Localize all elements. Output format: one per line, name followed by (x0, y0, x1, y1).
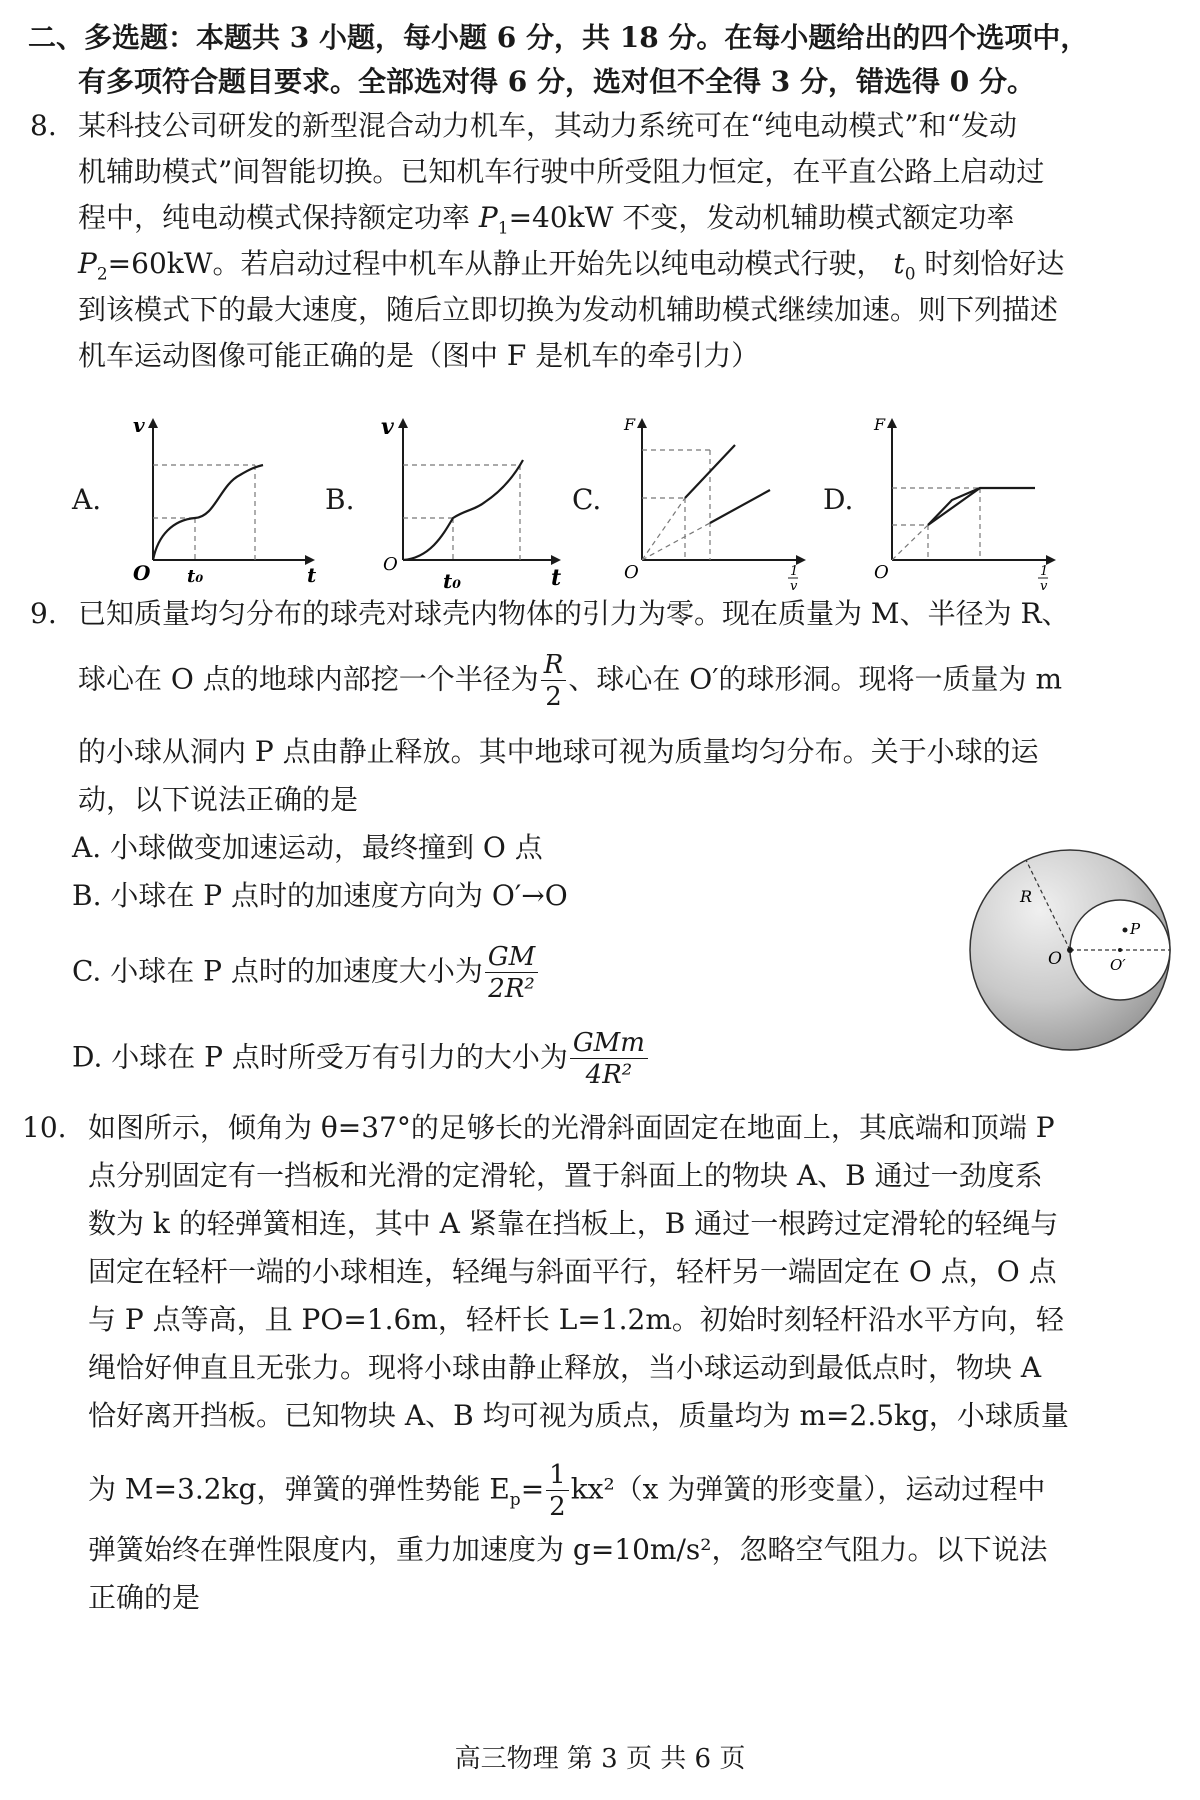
q8-graph-b-origin: O (383, 554, 398, 575)
q8-graph-d-origin: O (874, 562, 889, 583)
q8-graph-c-ylabel: F (624, 415, 636, 434)
svg-text:v: v (1040, 579, 1048, 594)
q8-option-b-label: B. (325, 483, 355, 516)
q10-line5: 与 P 点等高，且 PO=1.6m，轻杆长 L=1.2m。初始时刻轻杆沿水平方向，轻 (88, 1303, 1064, 1336)
q9-fig-o: O (1048, 949, 1062, 969)
q8-graph-b-tick: t₀ (443, 569, 461, 593)
q10-line2: 点分别固定有一挡板和光滑的定滑轮，置于斜面上的物块 A、B 通过一劲度系 (88, 1159, 1043, 1192)
q8-line5: 到该模式下的最大速度，随后立即切换为发动机辅助模式继续加速。则下列描述 (78, 293, 1059, 326)
q8-line2: 机辅助模式”间智能切换。已知机车行驶中所受阻力恒定，在平直公路上启动过 (78, 155, 1045, 188)
q9-line2: 球心在 O 点的地球内部挖一个半径为 $\frac{R}{2}$ 、球心在 O′的球形洞。现将一质量为 m (78, 650, 1063, 712)
q8-line3: 程中，纯电动模式保持额定功率 $P_1=40kW$ 不变，发动机辅助模式额定功率 (78, 201, 1015, 239)
section-header-line2: 有多项符合题目要求。全部选对得 6 分，选对但不全得 3 分，错选得 0 分。 (78, 65, 1035, 98)
q10-line4: 固定在轻杆一端的小球相连，轻绳与斜面平行，轻杆另一端固定在 O 点，O 点 (88, 1255, 1057, 1288)
q10-line1: 如图所示，倾角为 θ=37°的足够长的光滑斜面固定在地面上，其底端和顶端 P (88, 1111, 1055, 1144)
q10-line9: 弹簧始终在弹性限度内，重力加速度为 g=10m/s²，忽略空气阻力。以下说法 (88, 1533, 1048, 1566)
q8-line6: 机车运动图像可能正确的是（图中 F 是机车的牵引力） (78, 339, 760, 372)
q10-line3: 数为 k 的轻弹簧相连，其中 A 紧靠在挡板上，B 通过一根跨过定滑轮的轻绳与 (88, 1207, 1059, 1240)
q9-option-b: B. 小球在 P 点时的加速度方向为 O′→O (72, 879, 568, 912)
q9-number: 9. (30, 597, 57, 630)
svg-text:1: 1 (1040, 564, 1049, 579)
q9-line4: 动，以下说法正确的是 (78, 783, 359, 816)
q8-option-c-label: C. (572, 483, 602, 516)
q8-graph-a-xlabel: t (307, 563, 317, 587)
q10-line10: 正确的是 (88, 1581, 201, 1614)
q9-fig-o-prime: O′ (1110, 956, 1126, 974)
q9-earth-figure (960, 840, 1180, 1060)
section-header-line1: 二、多选题：本题共 3 小题，每小题 6 分，共 18 分。在每小题给出的四个选项中， (28, 21, 1089, 54)
q10-number: 10. (22, 1111, 67, 1144)
q9-line1: 已知质量均匀分布的球壳对球壳内物体的引力为零。现在质量为 M、半径为 R、 (78, 597, 1070, 630)
q9-line3: 的小球从洞内 P 点由静止释放。其中地球可视为质量均匀分布。关于小球的运 (78, 735, 1039, 768)
q8-graph-b-xlabel: t (551, 565, 562, 591)
q9-option-c: C. 小球在 P 点时的加速度大小为 $\frac{GM}{\text{2R²}}$ (72, 944, 540, 1002)
q8-graph-a-ylabel: v (133, 413, 145, 437)
q8-graph-d (870, 410, 1080, 594)
q8-option-d-label: D. (823, 483, 854, 516)
q8-graph-b-ylabel: v (381, 414, 394, 440)
svg-text:1: 1 (790, 564, 799, 579)
q8-graph-a-origin: O (133, 561, 151, 585)
q9-fig-r: R (1020, 887, 1033, 906)
q9-option-a: A. 小球做变加速运动，最终撞到 O 点 (72, 831, 543, 864)
q8-graph-c-origin: O (624, 562, 639, 583)
svg-text:v: v (790, 579, 798, 594)
q8-graph-d-ylabel: F (874, 415, 886, 434)
q9-option-d: D. 小球在 P 点时所受万有引力的大小为 $\frac{\text{GMm}}{\text{4R²}}$ (72, 1030, 650, 1088)
q10-line8: 为 M=3.2kg，弹簧的弹性势能 $E_p=$ $\frac{1}{2}$ kx²（x 为弹簧的形变量），运动过程中 (88, 1460, 1046, 1522)
q8-line1: 某科技公司研发的新型混合动力机车，其动力系统可在“纯电动模式”和“发动 (78, 109, 1017, 142)
page-footer: 高三物理 第 3 页 共 6 页 (454, 1744, 746, 1774)
q10-line6: 绳恰好伸直且无张力。现将小球由静止释放，当小球运动到最低点时，物块 A (88, 1351, 1042, 1384)
q8-graph-a (125, 410, 325, 585)
q8-graph-c (620, 410, 830, 594)
q10-line7: 恰好离开挡板。已知物块 A、B 均可视为质点，质量均为 m=2.5kg，小球质量 (88, 1399, 1069, 1432)
q8-line4: $P_2=60kW$。若启动过程中机车从静止开始先以纯电动模式行驶， $t_0$ 时刻恰好达 (78, 247, 1065, 285)
q9-fig-p: P (1130, 920, 1141, 938)
q8-number: 8. (30, 109, 57, 142)
q8-graph-a-tick: t₀ (187, 566, 204, 587)
q8-graph-b (375, 410, 575, 593)
q8-option-a-label: A. (72, 483, 102, 516)
